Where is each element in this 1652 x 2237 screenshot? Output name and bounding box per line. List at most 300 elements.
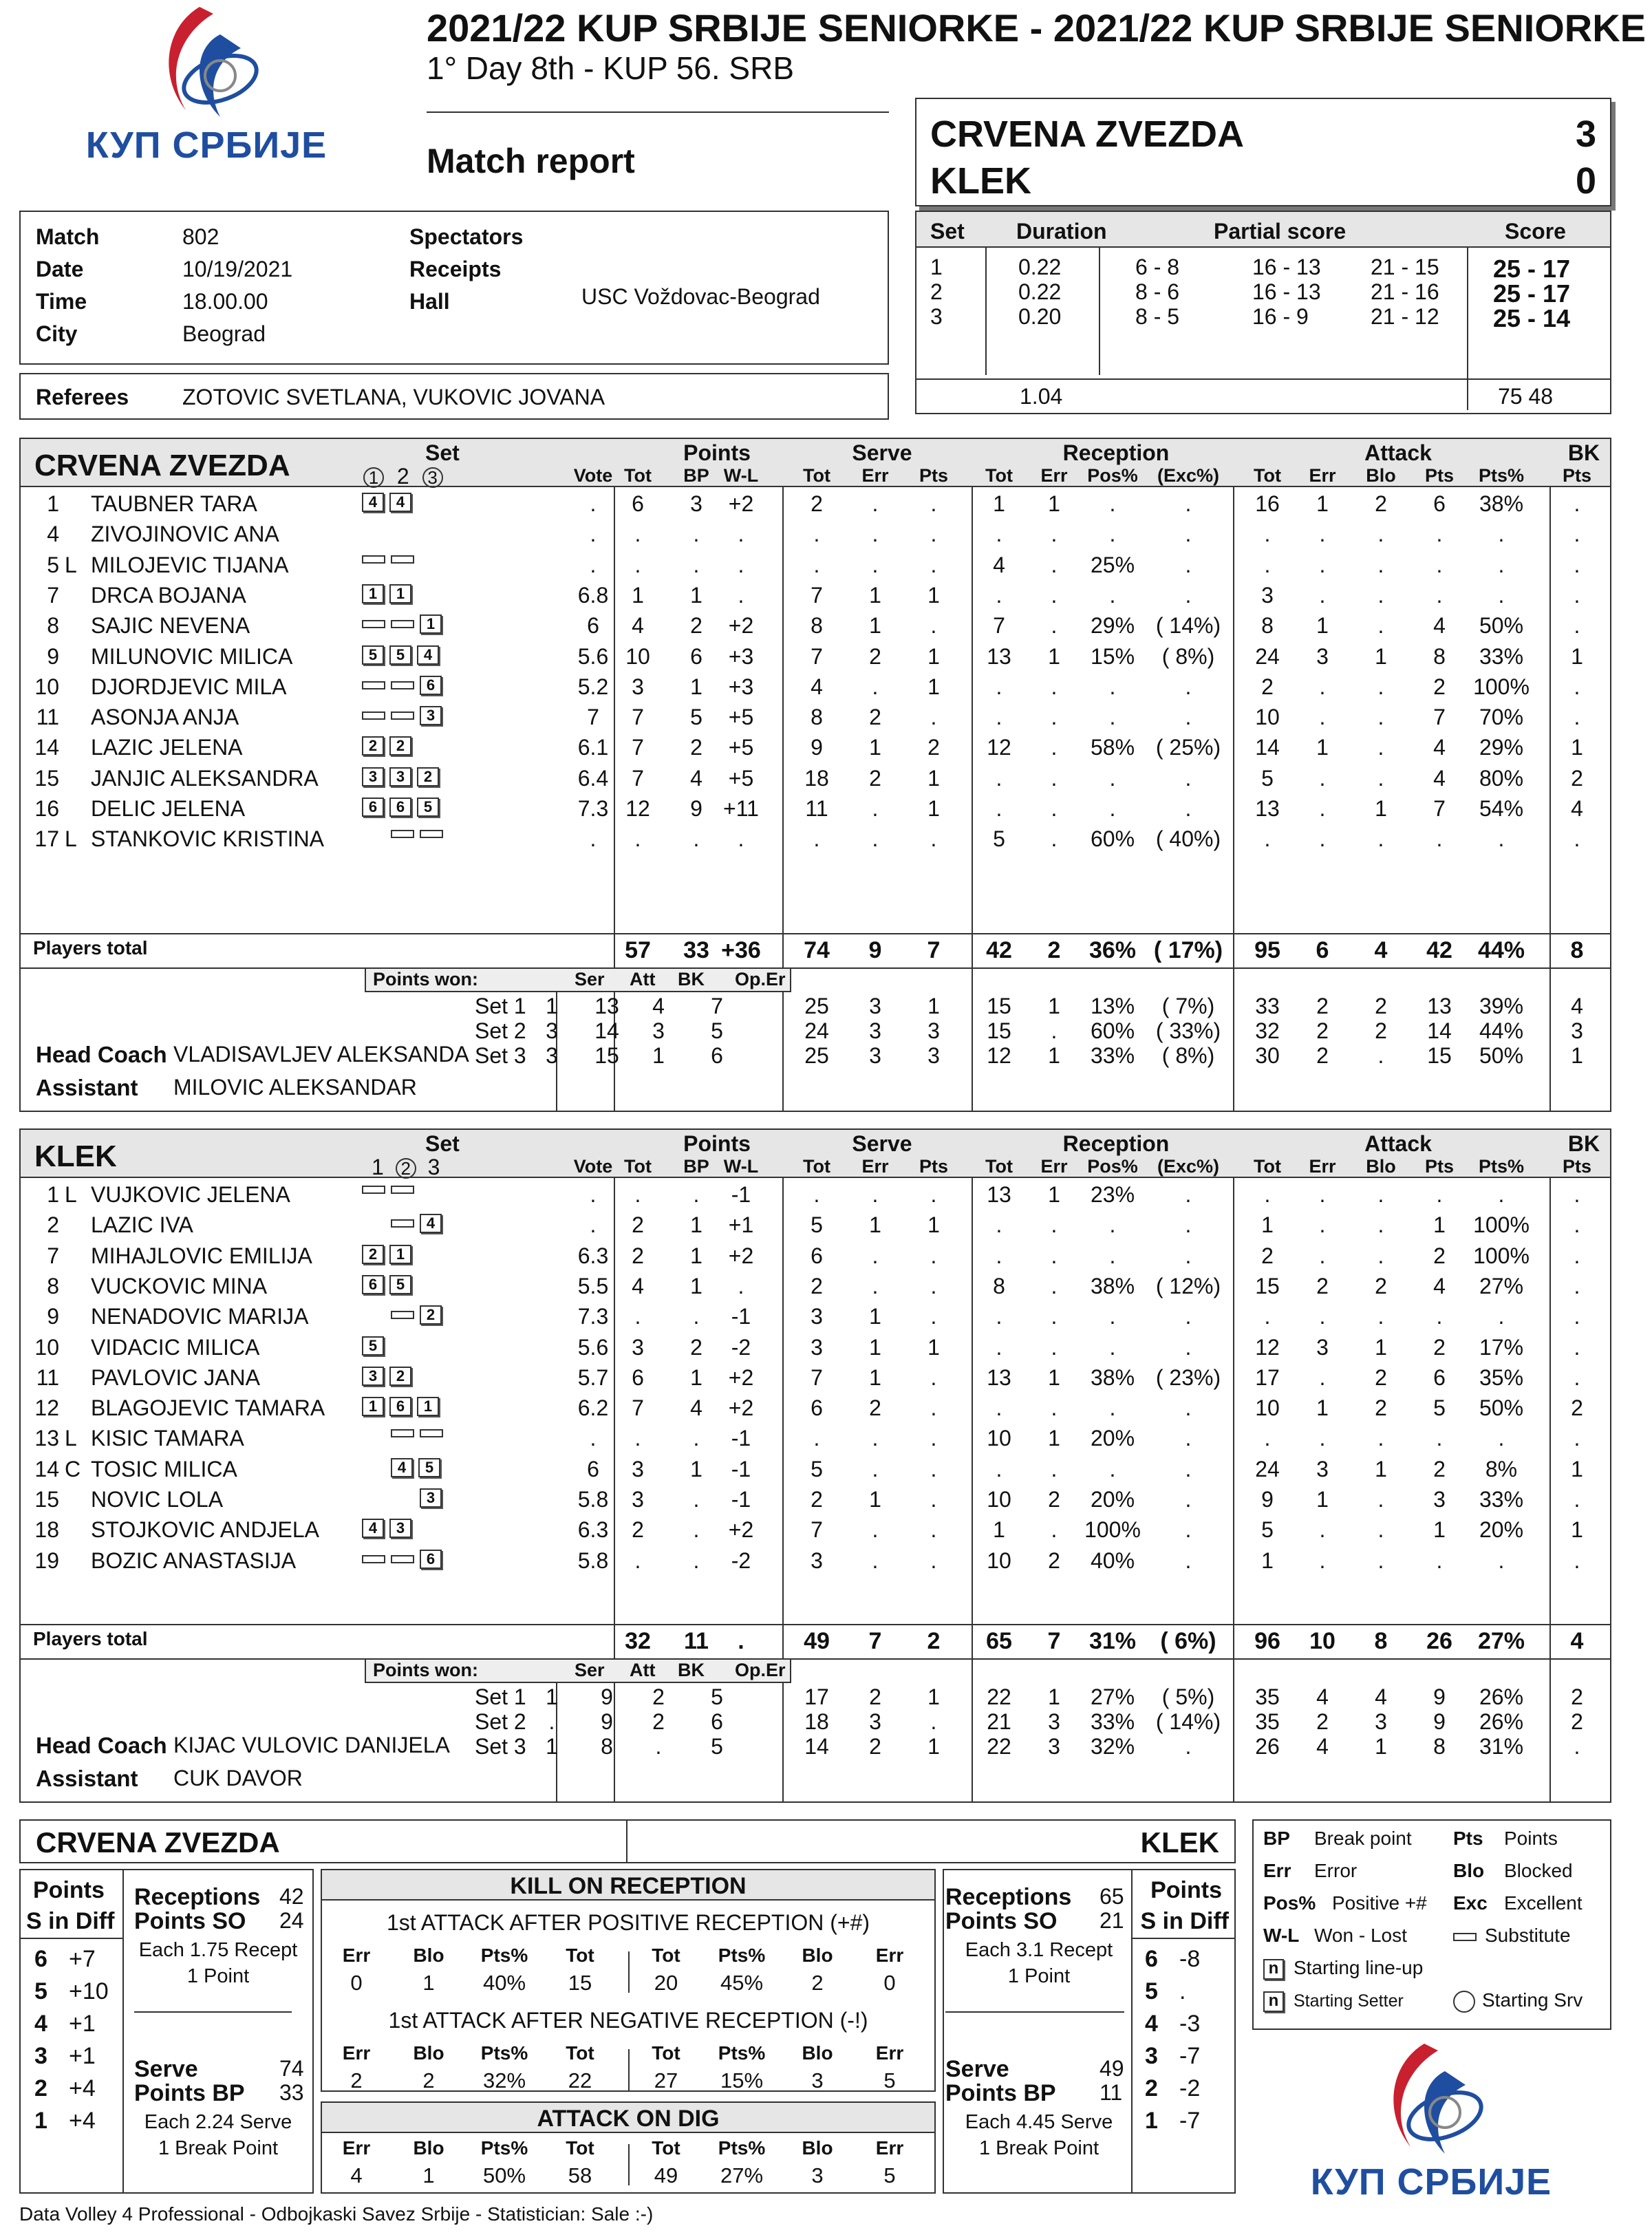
player-name: BOZIC ANASTASIJA xyxy=(91,1548,297,1573)
player-number: 17 xyxy=(34,826,59,852)
player-name: VUJKOVIC JELENA xyxy=(91,1182,290,1207)
stat-rpos: 38% xyxy=(1090,1273,1135,1298)
cup-logo-bottom-mark-icon xyxy=(1342,2037,1521,2161)
stat-spts: 1 xyxy=(927,1212,940,1238)
sets-header-score: Score xyxy=(1505,219,1566,244)
set-row-p3: 21 - 15 xyxy=(1371,255,1439,279)
team-a-panel xyxy=(19,438,1611,1112)
stat-rpos: 25% xyxy=(1090,552,1135,577)
set-stat-rexc: . xyxy=(1185,1734,1192,1759)
set-stat-rtot: 21 xyxy=(987,1709,1011,1734)
b-points-so: 21 xyxy=(1099,1908,1124,1933)
match-value: 802 xyxy=(182,224,219,249)
set-3-position xyxy=(420,830,443,838)
set-row-score: 25 - 14 xyxy=(1493,304,1571,332)
cup-logo-bottom xyxy=(1307,2037,1555,2203)
stat-bk: . xyxy=(1574,1304,1580,1329)
kill-header: Blo xyxy=(413,1945,444,1966)
stat-rexc: . xyxy=(1185,1334,1192,1360)
hall-value: USC Voždovac-Beograd xyxy=(581,284,820,309)
set-2-position: 1 xyxy=(389,584,411,603)
stat-bp: 2 xyxy=(690,735,702,760)
stat-spts: 1 xyxy=(927,643,940,669)
total-atot: 96 xyxy=(1254,1628,1280,1654)
set-2-position: 5 xyxy=(389,645,411,665)
set-stat-bkp: . xyxy=(1574,1734,1580,1759)
set-stat-rtot: 15 xyxy=(987,994,1011,1018)
starting-setter-icon: n xyxy=(1263,1991,1284,2012)
stat-apct: 100% xyxy=(1473,1212,1530,1238)
set-2-position: 6 xyxy=(389,1397,411,1416)
set-2-position xyxy=(391,620,414,628)
stat-rerr: . xyxy=(1051,1212,1058,1238)
stat-serr: . xyxy=(872,1548,879,1573)
stat-aerr: . xyxy=(1319,1426,1326,1451)
total-rpos: 36% xyxy=(1088,937,1137,963)
stat-bk: . xyxy=(1574,705,1580,730)
kill-value: 3 xyxy=(811,2163,824,2187)
stat-wl: +2 xyxy=(728,1243,754,1268)
legend-key: Pos% xyxy=(1263,1892,1316,1914)
set-1-position xyxy=(362,555,385,564)
kill-value: 5 xyxy=(883,2163,896,2187)
team-b-set-header: Set xyxy=(425,1131,460,1156)
set-stat-apct: 31% xyxy=(1479,1734,1524,1759)
stat-bp: 2 xyxy=(690,1334,702,1360)
player-set-boxes xyxy=(362,1184,449,1196)
summary-team-a: CRVENA ZVEZDA xyxy=(36,1826,280,1859)
stat-serr: 2 xyxy=(869,705,881,730)
stat-apct: 33% xyxy=(1479,1487,1524,1512)
referees-label: Referees xyxy=(36,385,129,409)
stat-wl: -2 xyxy=(731,1334,751,1360)
cup-logo xyxy=(83,0,330,167)
stat-apts: 4 xyxy=(1433,1273,1446,1298)
player-number: 10 xyxy=(34,1334,59,1360)
stat-rtot: . xyxy=(996,522,1002,547)
player-number: 15 xyxy=(34,1487,59,1512)
total-ptot: 32 xyxy=(625,1628,651,1654)
stat-apct: . xyxy=(1498,826,1505,852)
kill-value: 20 xyxy=(654,1971,678,1995)
stat-serr: 1 xyxy=(869,613,881,639)
rotation-number: 2 xyxy=(1145,2075,1158,2101)
set-1-position xyxy=(362,1555,385,1563)
player-role: C xyxy=(65,1456,81,1481)
rotation-diff: -2 xyxy=(1179,2075,1201,2101)
set-stat-rexc: ( 8%) xyxy=(1161,1043,1215,1068)
set-1-position: 1 xyxy=(362,1397,384,1416)
scoreboard xyxy=(915,98,1611,206)
set-label: Set 3 xyxy=(475,1734,526,1759)
rotation-number: 6 xyxy=(1145,1946,1158,1972)
stat-rexc: . xyxy=(1185,1487,1192,1512)
stat-bp: 9 xyxy=(690,796,702,821)
total-bp: 11 xyxy=(684,1628,709,1654)
player-set-boxes xyxy=(362,1367,446,1386)
legend-key: Blo xyxy=(1453,1860,1485,1881)
stat-rpos: . xyxy=(1109,705,1116,730)
stat-rtot: 7 xyxy=(993,613,1005,639)
set-2-position xyxy=(391,1555,414,1563)
set-stat-att: 9 xyxy=(601,1684,613,1709)
set-stat-apct: 39% xyxy=(1479,994,1524,1018)
set-stat-apts: 15 xyxy=(1427,1043,1452,1068)
stat-vote: 7.3 xyxy=(577,796,609,821)
stat-serr: . xyxy=(872,1517,879,1543)
sub-header-pts: Pts xyxy=(1562,465,1592,486)
set-2-position xyxy=(391,711,414,720)
kill-header: Blo xyxy=(802,1945,833,1966)
rotation-diff: -3 xyxy=(1179,2011,1201,2037)
stat-vote: . xyxy=(590,826,597,852)
total-apts: 42 xyxy=(1426,937,1452,963)
stat-spts: 2 xyxy=(927,735,940,760)
referees-value: ZOTOVIC SVETLANA, VUKOVIC JOVANA xyxy=(182,385,605,409)
set-stat-atot: 32 xyxy=(1255,1018,1280,1043)
player-name: TAUBNER TARA xyxy=(91,491,257,516)
player-name: DJORDJEVIC MILA xyxy=(91,674,287,699)
kill-value: 1 xyxy=(422,1971,435,1995)
stat-wl: +2 xyxy=(728,1517,754,1543)
stat-atot: 5 xyxy=(1261,1517,1274,1543)
rotation-diff: -7 xyxy=(1179,2043,1201,2069)
cup-logo-bottom-text: КУП СРБИЈЕ xyxy=(1310,2161,1552,2203)
player-set-boxes xyxy=(362,736,446,756)
scoreboard-score-b: 0 xyxy=(1575,160,1596,202)
stat-rerr: . xyxy=(1051,1273,1058,1298)
player-set-boxes xyxy=(362,645,444,665)
stat-serr: 1 xyxy=(869,1304,881,1329)
stat-wl: -1 xyxy=(731,1304,751,1329)
set-row-set: 1 xyxy=(930,255,943,279)
set-stat-rerr: 3 xyxy=(1048,1709,1060,1734)
stat-ablo: . xyxy=(1377,1548,1384,1573)
set-2-position xyxy=(391,1311,414,1319)
stat-ptot: 12 xyxy=(625,796,650,821)
stat-rexc: . xyxy=(1185,582,1192,608)
set-stat-aerr: 2 xyxy=(1316,994,1329,1018)
stat-serr: . xyxy=(872,796,879,821)
player-number: 11 xyxy=(36,1364,59,1390)
set-row-p2: 16 - 13 xyxy=(1252,255,1321,279)
stat-aerr: 2 xyxy=(1316,1273,1329,1298)
set-stat-apts: 8 xyxy=(1433,1734,1446,1759)
set-stat-apts: 14 xyxy=(1427,1018,1452,1043)
sets-header-partial: Partial score xyxy=(1214,219,1347,244)
rotation-number: 2 xyxy=(34,2075,47,2101)
stat-bp: . xyxy=(693,1487,700,1512)
rotation-number: 4 xyxy=(34,2011,47,2037)
set-1-position: 5 xyxy=(362,645,384,665)
player-set-boxes xyxy=(362,493,446,512)
stat-apct: . xyxy=(1498,1304,1505,1329)
player-set-boxes xyxy=(362,1305,447,1325)
stat-stot: . xyxy=(813,826,820,852)
stat-spts: . xyxy=(930,705,937,730)
stat-apct: 50% xyxy=(1479,1395,1524,1421)
total-aerr: 6 xyxy=(1316,937,1329,963)
kill-grid-dig xyxy=(322,2137,934,2192)
stat-apct: 50% xyxy=(1479,613,1524,639)
stat-wl: +2 xyxy=(728,613,754,639)
player-number: 16 xyxy=(34,796,59,821)
date-label: Date xyxy=(36,257,84,281)
scoreboard-team-a: CRVENA ZVEZDA xyxy=(930,114,1245,155)
stat-bk: . xyxy=(1574,522,1580,547)
stat-rpos: 40% xyxy=(1090,1548,1135,1573)
stat-bp: 1 xyxy=(690,1364,702,1390)
stat-stot: 8 xyxy=(811,613,823,639)
set-stat-spts: 1 xyxy=(927,1684,940,1709)
stat-apct: 29% xyxy=(1479,735,1524,760)
set-stat-att: 13 xyxy=(594,994,619,1018)
sets-divider xyxy=(21,1658,1610,1660)
stat-wl: +11 xyxy=(723,796,759,821)
stat-bp: . xyxy=(693,1517,700,1543)
stat-rerr: 2 xyxy=(1048,1487,1060,1512)
set-3-position: 6 xyxy=(420,676,442,695)
player-name: TOSIC MILICA xyxy=(91,1456,237,1481)
sets-header-duration: Duration xyxy=(1016,219,1107,244)
stat-rtot: 12 xyxy=(987,735,1011,760)
time-label: Time xyxy=(36,289,87,314)
stat-rtot: 10 xyxy=(987,1548,1011,1573)
rotation-diff: +4 xyxy=(69,2075,96,2101)
stat-atot: . xyxy=(1264,1182,1271,1207)
player-set-boxes xyxy=(362,554,449,566)
stat-apts: 2 xyxy=(1433,674,1446,699)
stat-ablo: 1 xyxy=(1375,1456,1387,1481)
player-number: 8 xyxy=(47,1273,59,1298)
b-serve: 49 xyxy=(1099,2056,1124,2081)
legend-text: Substitute xyxy=(1485,1925,1571,1946)
set-stat-rpos: 60% xyxy=(1090,1018,1135,1043)
set-stat-aerr: 2 xyxy=(1316,1018,1329,1043)
stat-rtot: 13 xyxy=(987,1182,1011,1207)
stat-apts: 4 xyxy=(1433,735,1446,760)
group-header-serve: Serve xyxy=(852,1131,912,1156)
stat-rpos: 100% xyxy=(1084,1517,1141,1543)
set-stat-ablo: 1 xyxy=(1375,1734,1387,1759)
set-1-position: 2 xyxy=(362,1245,384,1264)
set-3-position: 4 xyxy=(417,645,439,665)
stat-spts: . xyxy=(930,1548,937,1573)
set-stat-rexc: ( 5%) xyxy=(1161,1684,1215,1709)
stat-apts: 2 xyxy=(1433,1456,1446,1481)
stat-apts: 4 xyxy=(1433,765,1446,791)
stat-bp: . xyxy=(693,1182,700,1207)
assistant-value: CUK DAVOR xyxy=(173,1766,303,1790)
stat-ablo: 2 xyxy=(1375,1364,1387,1390)
sub-header-tot: Tot xyxy=(1254,1156,1281,1177)
stat-spts: 1 xyxy=(927,674,940,699)
sub-header-pts: Pts xyxy=(919,1156,949,1177)
player-role: L xyxy=(65,826,77,852)
rotation-diff: +7 xyxy=(69,1946,96,1972)
stat-rtot: . xyxy=(996,674,1002,699)
set-stat-rpos: 32% xyxy=(1090,1734,1135,1759)
stat-wl: . xyxy=(738,582,744,608)
set-stat-oper: 5 xyxy=(711,1018,723,1043)
stat-atot: 17 xyxy=(1255,1364,1280,1390)
set-1-position xyxy=(362,1186,385,1194)
set-stat-aerr: 4 xyxy=(1316,1684,1329,1709)
kill-divider xyxy=(628,2144,630,2185)
kill-header: Blo xyxy=(802,2137,833,2159)
stat-ablo: . xyxy=(1377,735,1384,760)
stat-ablo: . xyxy=(1377,1426,1384,1451)
legend-item xyxy=(1263,1860,1357,1882)
stat-aerr: 1 xyxy=(1316,1395,1329,1421)
total-ablo: 4 xyxy=(1374,937,1388,963)
stat-bk: . xyxy=(1574,1334,1580,1360)
stat-spts: . xyxy=(930,1243,937,1268)
stat-ptot: . xyxy=(634,522,641,547)
legend-key: Pts xyxy=(1453,1828,1483,1849)
legend-text: Positive +# xyxy=(1332,1892,1427,1914)
stat-serr: 1 xyxy=(869,1212,881,1238)
set-stat-bkp: 3 xyxy=(1571,1018,1583,1043)
set-stat-bkp: 1 xyxy=(1571,1043,1583,1068)
set-stat-apct: 44% xyxy=(1479,1018,1524,1043)
rotation-row xyxy=(34,2075,109,2108)
stat-atot: 5 xyxy=(1261,765,1274,791)
stat-ptot: 7 xyxy=(632,765,644,791)
stat-stot: 5 xyxy=(811,1456,823,1481)
set-row-p3: 21 - 12 xyxy=(1371,304,1439,329)
total-aerr: 10 xyxy=(1309,1628,1335,1654)
total-stot: 74 xyxy=(804,937,830,963)
stat-serr: 2 xyxy=(869,643,881,669)
stat-bk: . xyxy=(1574,826,1580,852)
set-2-position: 1 xyxy=(389,1245,411,1264)
total-bp: 33 xyxy=(683,937,709,963)
substitute-icon xyxy=(1453,1933,1477,1941)
stat-bp: 2 xyxy=(690,613,702,639)
rotation-row xyxy=(1145,2043,1221,2075)
stat-stot: . xyxy=(813,1182,820,1207)
rotation-number: 3 xyxy=(1145,2043,1158,2069)
stat-ptot: . xyxy=(634,1304,641,1329)
stat-rerr: . xyxy=(1051,705,1058,730)
stat-rerr: . xyxy=(1051,1517,1058,1543)
kill-header: Tot xyxy=(652,1945,680,1966)
set-stat-serr: 2 xyxy=(869,1734,881,1759)
stat-vote: . xyxy=(590,522,597,547)
stat-rexc: . xyxy=(1185,1212,1192,1238)
kill-title: KILL ON RECEPTION xyxy=(322,1870,934,1901)
stat-wl: . xyxy=(738,826,744,852)
set-1-position: 2 xyxy=(362,736,384,756)
stat-vote: . xyxy=(590,491,597,516)
set-stat-ablo: 4 xyxy=(1375,1684,1387,1709)
set-stat-att: 14 xyxy=(594,1018,619,1043)
assistant-value: MILOVIC ALEKSANDAR xyxy=(173,1075,417,1100)
set-2-position: 5 xyxy=(389,1275,411,1294)
group-header-bk: BK xyxy=(1567,440,1600,465)
stat-bk: . xyxy=(1574,1364,1580,1390)
sub-header-err: Err xyxy=(1040,1156,1068,1177)
set-row-dur: 0.22 xyxy=(1018,279,1062,304)
set-stat-apts: 9 xyxy=(1433,1709,1446,1734)
set-stat-stot: 25 xyxy=(804,994,829,1018)
stat-vote: 7 xyxy=(587,705,599,730)
stat-apts: 7 xyxy=(1433,705,1446,730)
stat-ptot: 2 xyxy=(632,1517,644,1543)
stat-apct: 33% xyxy=(1479,643,1524,669)
stat-apts: 2 xyxy=(1433,1243,1446,1268)
stat-apct: 70% xyxy=(1479,705,1524,730)
stat-ablo: . xyxy=(1377,1243,1384,1268)
rotation-number: 3 xyxy=(34,2043,47,2069)
stat-apct: 38% xyxy=(1479,491,1524,516)
stat-atot: 8 xyxy=(1261,613,1274,639)
stat-wl: +2 xyxy=(728,1364,754,1390)
set-stat-stot: 14 xyxy=(804,1734,829,1759)
stat-ptot: . xyxy=(634,1426,641,1451)
total-apct: 44% xyxy=(1477,937,1525,963)
total-ptot: 57 xyxy=(625,937,651,963)
stat-rpos: 38% xyxy=(1090,1364,1135,1390)
set-stat-aerr: 2 xyxy=(1316,1709,1329,1734)
stat-ablo: 1 xyxy=(1375,1334,1387,1360)
player-number: 9 xyxy=(47,643,59,669)
stat-serr: 1 xyxy=(869,1334,881,1360)
player-number: 10 xyxy=(34,674,59,699)
player-set-boxes xyxy=(362,767,444,786)
kill-header: Pts% xyxy=(480,2137,528,2159)
stat-apts: . xyxy=(1436,1548,1443,1573)
stat-spts: . xyxy=(930,1426,937,1451)
stat-bk: . xyxy=(1574,582,1580,608)
rotation-diff: -7 xyxy=(1179,2108,1201,2134)
stat-ablo: . xyxy=(1377,1517,1384,1543)
stat-vote: 6 xyxy=(587,1456,599,1481)
sub-header-pts: Pts xyxy=(1562,1156,1592,1177)
rotation-number: 1 xyxy=(1145,2108,1158,2134)
stat-atot: 1 xyxy=(1261,1548,1274,1573)
stat-serr: . xyxy=(872,674,879,699)
a-receptions: 42 xyxy=(279,1884,304,1909)
stat-vote: 5.7 xyxy=(577,1364,609,1390)
stat-rpos: . xyxy=(1109,1334,1116,1360)
stat-rerr: 1 xyxy=(1048,1364,1060,1390)
stat-rexc: ( 40%) xyxy=(1155,826,1221,852)
stat-rpos: 58% xyxy=(1090,735,1135,760)
referees-box xyxy=(19,373,889,420)
stat-apts: 6 xyxy=(1433,1364,1446,1390)
stat-aerr: . xyxy=(1319,705,1326,730)
stat-aerr: 1 xyxy=(1316,491,1329,516)
set-label: Set 1 xyxy=(475,1684,526,1709)
set-label: Set 1 xyxy=(475,994,526,1018)
neg-title: 1st ATTACK AFTER NEGATIVE RECEPTION (-!) xyxy=(388,2008,868,2033)
team-b-name: KLEK xyxy=(34,1139,117,1173)
set-1-position xyxy=(362,711,385,720)
stat-atot: 12 xyxy=(1255,1334,1280,1360)
total-rtot: 42 xyxy=(986,937,1012,963)
stat-spts: . xyxy=(930,1487,937,1512)
sub-header-pos: Pos% xyxy=(1087,465,1138,486)
set-1-position: 4 xyxy=(362,493,384,512)
player-set-boxes xyxy=(362,798,444,817)
player-number: 14 xyxy=(34,735,59,760)
player-name: PAVLOVIC JANA xyxy=(91,1364,260,1390)
stat-rexc: . xyxy=(1185,552,1192,577)
player-name: ASONJA ANJA xyxy=(91,705,239,730)
stat-stot: 7 xyxy=(811,1517,823,1543)
